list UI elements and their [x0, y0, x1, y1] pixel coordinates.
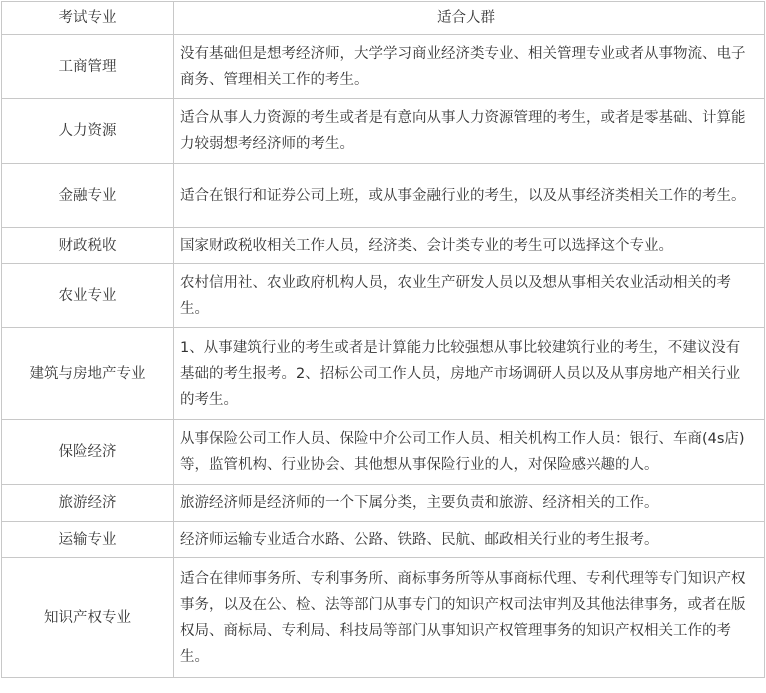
audience-cell: 适合在律师事务所、专利事务所、商标事务所等从事商标代理、专利代理等专门知识产权事务，以及在公、检、法等部门从事专门的知识产权司法审判及其他法律事务，或者在版权局、商标局、专利局、科技局等部门从事知识产权管理事务的知识产权相关工作的考生。 [174, 558, 765, 678]
header-audience: 适合人群 [174, 2, 765, 35]
audience-cell: 从事保险公司工作人员、保险中介公司工作人员、相关机构工作人员：银行、车商(4s店)等，监管机构、行业协会、其他想从事保险行业的人，对保险感兴趣的人。 [174, 420, 765, 485]
audience-cell: 旅游经济师是经济师的一个下属分类，主要负责和旅游、经济相关的工作。 [174, 485, 765, 522]
header-major: 考试专业 [2, 2, 174, 35]
table-row [2, 522, 765, 558]
audience-cell: 没有基础但是想考经济师，大学学习商业经济类专业、相关管理专业或者从事物流、电子商务、管理相关工作的考生。 [174, 35, 765, 99]
table-row [2, 485, 765, 522]
major-cell: 运输专业 [2, 522, 174, 558]
majors-table [1, 1, 765, 678]
major-cell: 工商管理 [2, 35, 174, 99]
audience-cell: 农村信用社、农业政府机构人员，农业生产研发人员以及想从事相关农业活动相关的考生。 [174, 264, 765, 328]
table-row [2, 99, 765, 164]
table-row [2, 420, 765, 485]
major-cell: 建筑与房地产专业 [2, 328, 174, 420]
table-row [2, 228, 765, 264]
major-cell: 农业专业 [2, 264, 174, 328]
major-cell: 财政税收 [2, 228, 174, 264]
major-cell: 知识产权专业 [2, 558, 174, 678]
table-header-row [2, 2, 765, 35]
major-cell: 人力资源 [2, 99, 174, 164]
major-cell: 旅游经济 [2, 485, 174, 522]
table-row [2, 328, 765, 420]
table-row [2, 558, 765, 678]
major-cell: 金融专业 [2, 164, 174, 228]
table-row [2, 264, 765, 328]
table-row [2, 164, 765, 228]
table-row [2, 35, 765, 99]
audience-cell: 适合在银行和证券公司上班，或从事金融行业的考生，以及从事经济类相关工作的考生。 [174, 164, 765, 228]
audience-cell: 1、从事建筑行业的考生或者是计算能力比较强想从事比较建筑行业的考生，不建议没有基础的考生报考。2、招标公司工作人员，房地产市场调研人员以及从事房地产相关行业的考生。 [174, 328, 765, 420]
audience-cell: 经济师运输专业适合水路、公路、铁路、民航、邮政相关行业的考生报考。 [174, 522, 765, 558]
audience-cell: 国家财政税收相关工作人员，经济类、会计类专业的考生可以选择这个专业。 [174, 228, 765, 264]
major-cell: 保险经济 [2, 420, 174, 485]
audience-cell: 适合从事人力资源的考生或者是有意向从事人力资源管理的考生，或者是零基础、计算能力较弱想考经济师的考生。 [174, 99, 765, 164]
